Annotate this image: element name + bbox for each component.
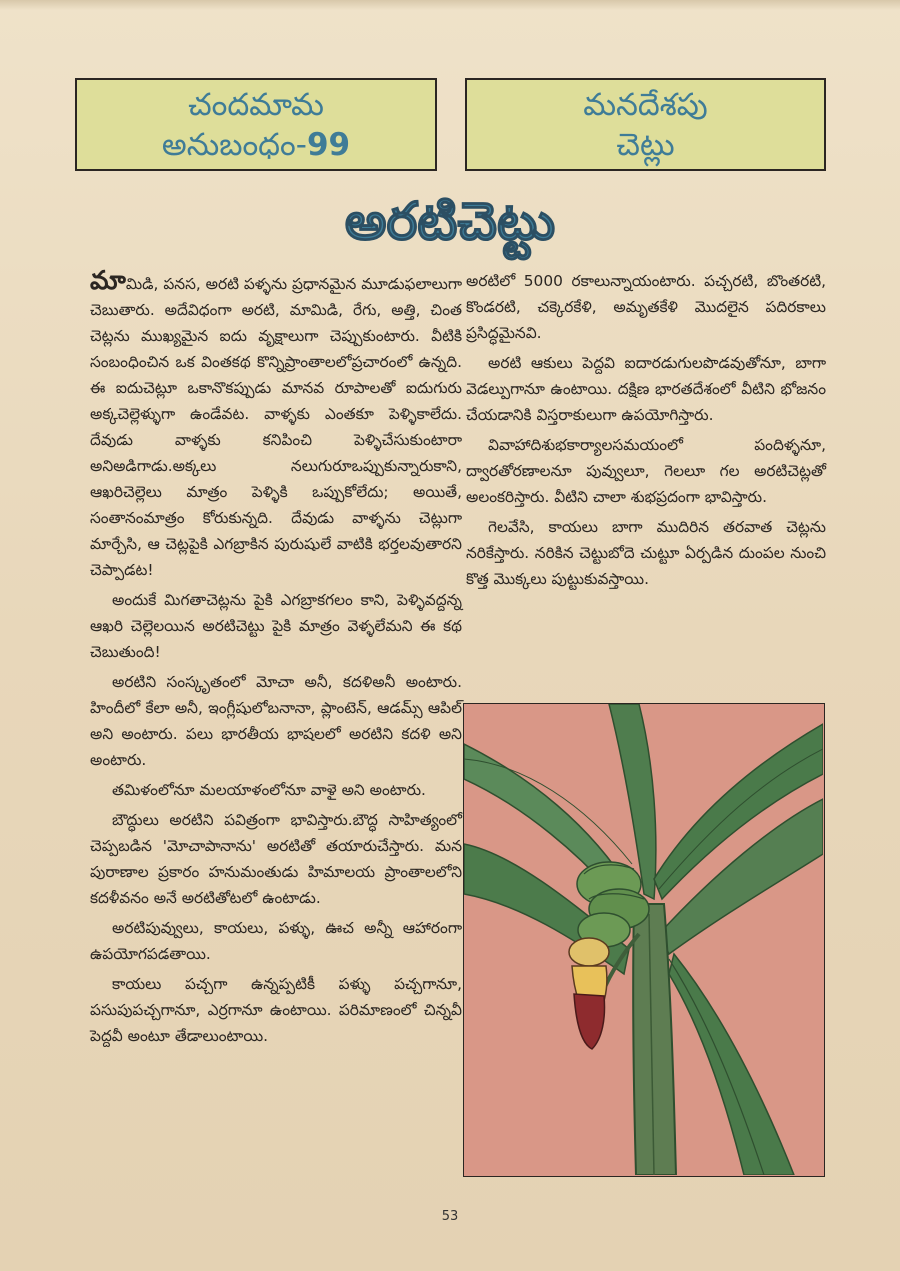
article-title: అరటిచెట్టు <box>344 192 556 252</box>
left-column <box>90 268 462 1053</box>
page-top-edge <box>0 0 900 10</box>
page-number: 53 <box>441 1209 459 1224</box>
paragraph: మామిడి, పనస, అరటి పళ్ళను ప్రధానమైన మూడుఫలాలుగా చెబుతారు. అదేవిధంగా అరటి, మామిడి, రేగు, అత్తి, చింత చెట్లను ముఖ్యమైన ఐదు వృక్షాలుగా చెప్పుకుంటారు. వీటికి సంబంధించిన ఒక వింతకథ కొన్నిప్రాంతాలలోప్రచారంలో ఉన్నది. ఈ ఐదుచెట్లూ ఒకానొకప్పుడు మానవ రూపాలతో ఐదుగురు అక్కచెల్లెళ్ళుగా ఉండేవట. వాళ్ళకు ఎంతకూ పెళ్ళికాలేదు. దేవుడు వాళ్ళకు కనిపించి పెళ్ళిచేసుకుంటారా అనిఅడిగాడు.అక్కలు నలుగురూఒప్పుకున్నారుకాని, ఆఖరిచెల్లెలు మాత్రం పెళ్ళికి ఒప్పుకోలేదు; అయితే, సంతానంమాత్రం కోరుకున్నది. దేవుడు వాళ్ళను చెట్లుగా మార్చేసి, ఆ చెట్లపైకి ఎగబ్రాకిన పురుషులే వాటికి భర్తలవుతారని చెప్పాడట! <box>90 266 462 579</box>
paragraph: గెలవేసి, కాయలు బాగా ముదిరిన తరవాత చెట్లను నరికేస్తారు. నరికిన చెట్టుబోదె చుట్టూ ఏర్పడిన దుంపల నుంచి కొత్త మొక్కలు పుట్టుకువస్తాయి. <box>466 518 826 588</box>
category-line-2: చెట్లు <box>616 126 675 163</box>
series-number-prefix: అనుబంధం- <box>161 126 307 163</box>
paragraph: కాయలు పచ్చగా ఉన్నప్పటికీ పళ్ళు పచ్చగానూ, పసుపుపచ్చగానూ, ఎర్రగానూ ఉంటాయి. పరిమాణంలో చిన్నవీ పెద్దవీ అంటూ తేడాలుంటాయి. <box>90 975 462 1045</box>
category-line-1: మనదేశపు <box>583 86 708 123</box>
series-box <box>75 78 437 171</box>
series-title: చందమామ <box>188 86 324 123</box>
paragraph: వివాహాదిశుభకార్యాలసమయంలో పందిళ్ళనూ, ద్వారతోరణాలనూ పువ్వులూ, గెలలూ గల అరటిచెట్లతో అలంకరిస్తారు. వీటిని చాలా శుభప్రదంగా భావిస్తారు. <box>466 436 826 506</box>
right-column <box>466 268 826 596</box>
banana-tree-drawing <box>464 704 823 1175</box>
banana-tree-illustration <box>463 703 825 1177</box>
paragraph: అరటి ఆకులు పెద్దవి ఐదారడుగులపొడవుతోనూ, బాగా వెడల్పుగానూ ఉంటాయి. దక్షిణ భారతదేశంలో వీటిని భోజనం చేయడానికి విస్తరాకులుగా ఉపయోగిస్తారు. <box>466 354 826 424</box>
series-number: 99 <box>306 126 351 163</box>
category-box <box>465 78 826 171</box>
paragraph: అరటిలో 5000 రకాలున్నాయంటారు. పచ్చరటి, బొంతరటి, కొండరటి, చక్కెరకేళి, అమృతకేళి మొదలైన పదిరకాలు ప్రసిద్ధమైనవి. <box>466 272 826 342</box>
drop-cap: మా <box>90 266 126 296</box>
series-number-line <box>162 125 350 165</box>
paragraph: బౌద్ధులు అరటిని పవిత్రంగా భావిస్తారు.బౌద్ధ సాహిత్యంలో చెప్పబడిన 'మోచాపానాను' అరటితో తయారుచేస్తారు. మన పురాణాల ప్రకారం హనుమంతుడు హిమాలయ ప్రాంతాలలోని కదళీవనం అనే అరటితోటలో ఉంటాడు. <box>90 811 462 907</box>
paragraph: అరటిపువ్వులు, కాయలు, పళ్ళు, ఊచ అన్నీ ఆహారంగా ఉపయోగపడతాయి. <box>90 919 462 963</box>
paragraph: అందుకే మిగతాచెట్లను పైకి ఎగబ్రాకగలం కాని, పెళ్ళివద్దన్న ఆఖరి చెల్లెలయిన అరటిచెట్టు పైకి మాత్రం వెళ్ళలేమని ఈ కథ చెబుతుంది! <box>90 591 462 661</box>
paragraph: అరటిని సంస్కృతంలో మోచా అనీ, కదళిఅనీ అంటారు. హిందీలో కేలా అనీ, ఇంగ్లీషులోబనానా, ప్లాంటెన్, ఆడమ్స్ ఆపిల్ అని అంటారు. పలు భారతీయ భాషలలో అరటిని కదళి అని అంటారు. <box>90 673 462 769</box>
paragraph: తమిళంలోనూ మలయాళంలోనూ వాళై అని అంటారు. <box>112 781 426 799</box>
